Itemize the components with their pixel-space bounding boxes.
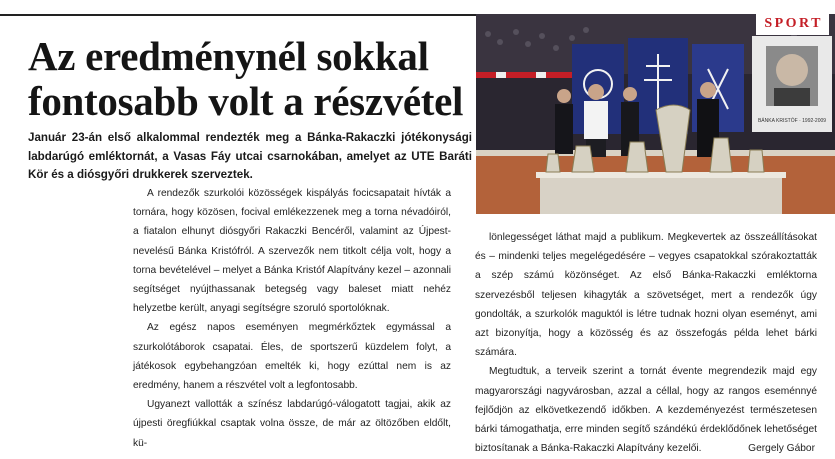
article-column-1 bbox=[133, 184, 451, 453]
body-paragraph: Az egész napos eseményen megmérkőztek egymással a szurkolótáborok csapatai. Éles, de sportszerű küzdelem folyt, a játékosok egybehangzóan emelték ki, hogy ezúttal nem is az eredmény, hanem a részvétel volt a legfontosabb. bbox=[133, 322, 451, 392]
banner-caption: BÁNKA KRISTÓF · 1992-2009 bbox=[757, 118, 827, 124]
lead-paragraph: Január 23-án első alkalommal rendezték meg a Bánka-Rakaczki jótékonysági labdarúgó emléktornát, a Vasas Fáy utcai csarnokában, amelyet az UTE Baráti Kör és a diósgyőri drukkerek szerveztek. bbox=[28, 131, 472, 182]
article-photo bbox=[476, 14, 835, 214]
body-paragraph: lönlegességet láthat majd a publikum. Megkevertek az összeállításokat és – mindenki teljes megelégedésére – vegyes csapatokkal szórakoztatták a szép számú közönséget. Az első Bánka-Rakaczki emléktorna szervezésből teljesen kihagyták a szövetséget, mert a rendezők úgy gondolták, a szurkolók maguktól is létre tudnak hozni olyan eseményt, ami azt bizonyítja, hogy a közösség és az összefogás példa lehet bárki számára. bbox=[475, 232, 817, 359]
trophy-ceremony-illustration bbox=[476, 14, 835, 214]
body-paragraph: Ugyanezt vallották a színész labdarúgó-válogatott tagjai, akik az újpesti öregfiúkkal csaptak volna össze, de már az öltözőben eldőlt, kü- bbox=[133, 399, 451, 449]
headline: Az eredménynél sokkal fontosabb volt a részvétel bbox=[28, 33, 464, 124]
body-paragraph: A rendezők szurkolói közösségek kispályás focicsapatait hívták a tornára, hogy közösen, focival emlékezzenek meg a torna névadóiról, a fiatalon elhunyt diósgyőri Rakaczki Bencéről, valamint az Újpest-nevelésű Bánka Kristófról. A szervezők nem titkolt célja volt, hogy a torna bevételével – melyet a Bánka Kristóf Alapítvány kezel – azonnali segítséget nyújthassanak betegség vagy baleset miatt nehéz helyzetbe került, anyagi segítségre szoruló sportolóknak. bbox=[133, 188, 451, 315]
top-rule bbox=[0, 14, 476, 16]
body-paragraph: Megtudtuk, a terveik szerint a tornát évente megrendezik majd egy magyarországi nagyvárosban, azzal a céllal, hogy az rangos eseménnyé fejlődjön az elkövetkezendő időkben. A kezdeményezést természetesen bárki támogathatja, erre minden segítő szándékú érdeklődőnek lehetőséget biztosítanak a Bánka-Rakaczki Alapítvány kezelői. bbox=[475, 366, 817, 455]
article-column-2 bbox=[475, 228, 817, 459]
section-tag: SPORT bbox=[756, 14, 829, 35]
author-byline: Gergely Gábor bbox=[748, 443, 815, 455]
